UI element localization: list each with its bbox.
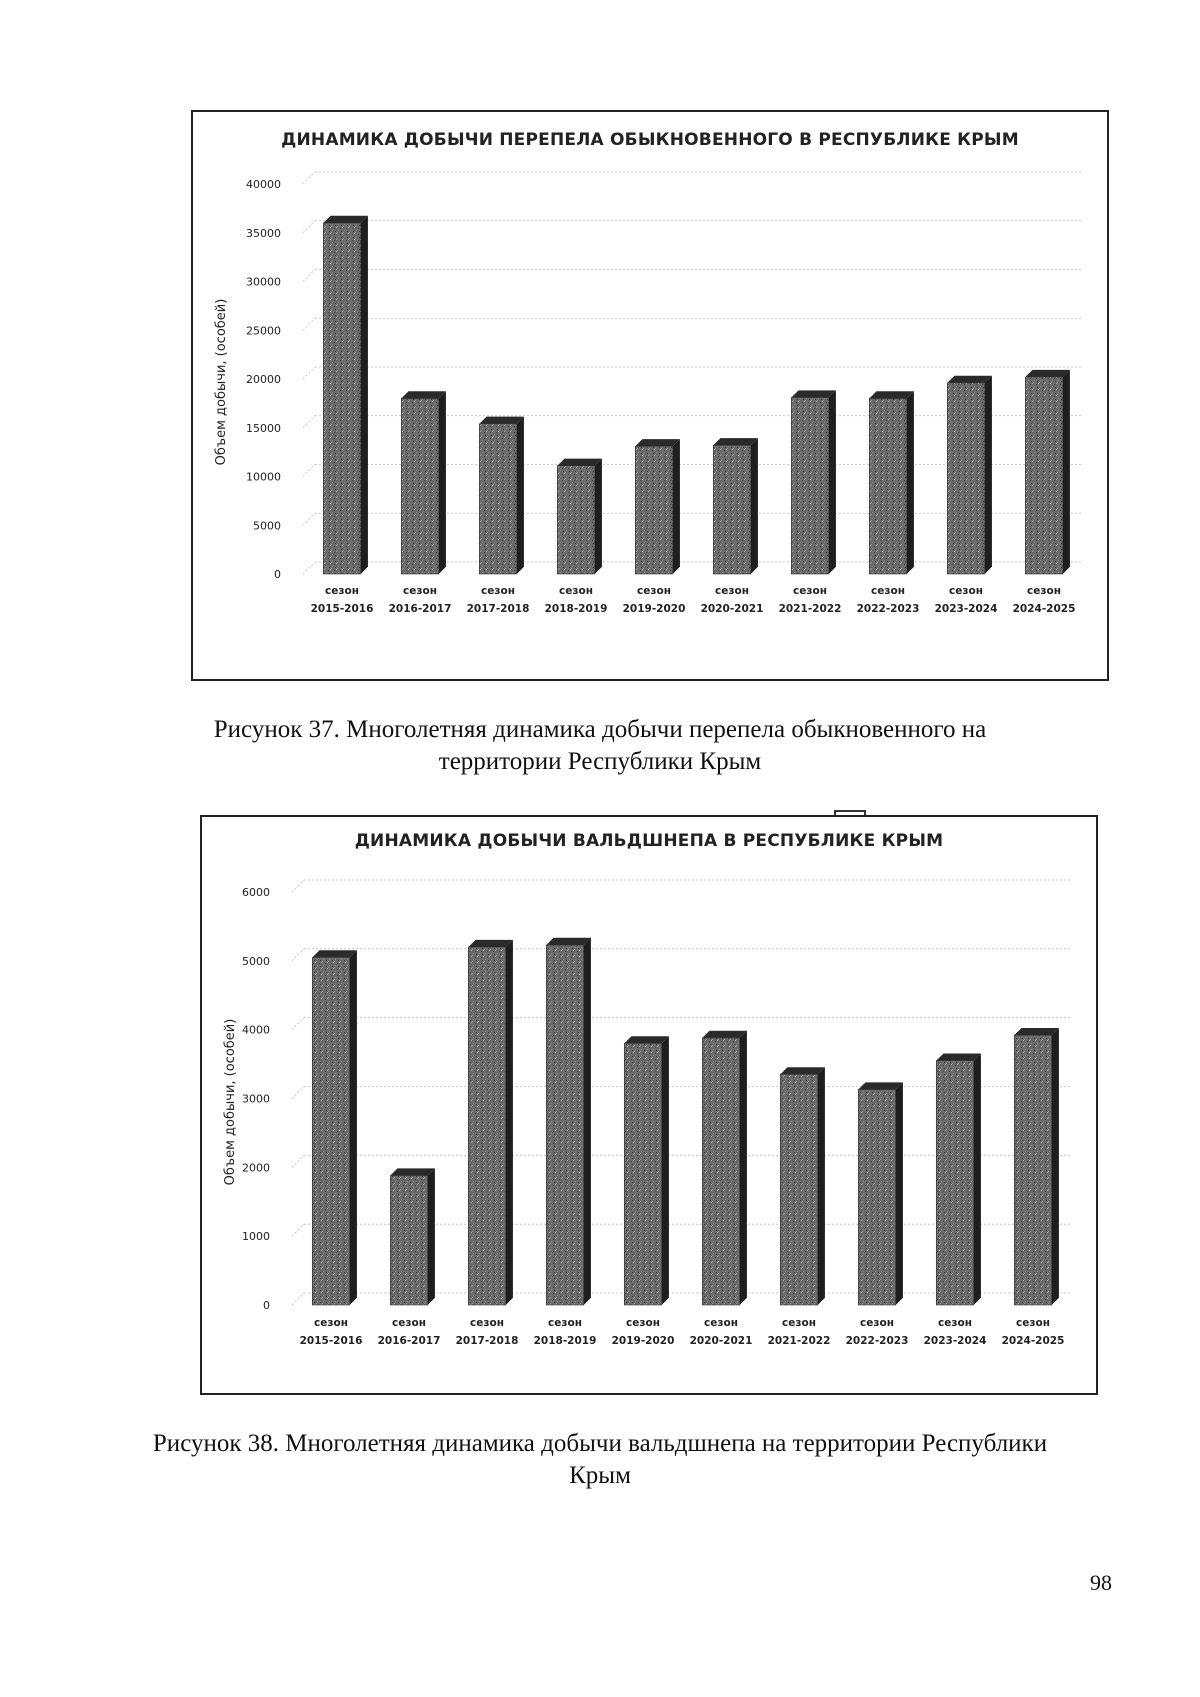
y-tick-label: 0: [274, 568, 281, 581]
chart-woodcock: [200, 815, 1098, 1395]
x-tick-label: сезон: [1027, 585, 1061, 597]
y-tick-label: 1000: [242, 1230, 270, 1244]
bar: [468, 940, 513, 1305]
x-tick-label: 2022-2023: [845, 1335, 909, 1347]
x-tick-label: 2024-2025: [1012, 603, 1076, 615]
x-tick-label: 2023-2024: [934, 603, 998, 615]
x-tick-label: сезон: [637, 585, 671, 597]
y-tick-label: 15000: [246, 421, 281, 435]
bar: [947, 376, 992, 574]
x-tick-label: 2021-2022: [767, 1335, 831, 1347]
y-tick-label: 0: [263, 1299, 270, 1312]
x-tick-label: сезон: [314, 1317, 348, 1329]
x-tick-label: 2024-2025: [1001, 1335, 1065, 1347]
bar: [479, 417, 524, 574]
bar: [635, 439, 680, 574]
x-tick-label: сезон: [392, 1317, 426, 1329]
x-tick-label: 2019-2020: [622, 603, 686, 615]
y-tick-label: 2000: [242, 1161, 270, 1175]
x-tick-label: 2018-2019: [544, 603, 608, 615]
x-tick-label: сезон: [949, 585, 983, 597]
figure-caption-38: Рисунок 38. Многолетняя динамика добычи вальдшнепа на территории Республики Крым: [152, 1430, 1048, 1489]
bar: [702, 1031, 747, 1305]
chart-title: ДИНАМИКА ДОБЫЧИ ВАЛЬДШНЕПА В РЕСПУБЛИКЕ КРЫМ: [354, 831, 944, 851]
chart-quail: [191, 110, 1109, 681]
x-tick-label: 2017-2018: [455, 1335, 519, 1347]
bar: [869, 391, 914, 574]
chart-quail-plot: [193, 112, 1107, 679]
chart-woodcock-plot: [202, 817, 1096, 1393]
x-tick-label: 2020-2021: [689, 1335, 753, 1347]
bar: [791, 390, 836, 574]
y-tick-label: 40000: [246, 178, 281, 191]
x-tick-label: 2022-2023: [856, 603, 920, 615]
y-tick-label: 25000: [246, 324, 281, 338]
bar: [390, 1168, 435, 1305]
x-tick-label: 2020-2021: [700, 603, 764, 615]
bar: [312, 950, 357, 1305]
bar: [323, 216, 368, 574]
chart-title: ДИНАМИКА ДОБЫЧИ ПЕРЕПЕЛА ОБЫКНОВЕННОГО В РЕСПУБЛИКЕ КРЫМ: [281, 130, 1019, 150]
page-number: 98: [1090, 1570, 1112, 1595]
y-tick-label: 35000: [246, 226, 281, 240]
x-tick-label: сезон: [860, 1317, 894, 1329]
x-tick-label: 2023-2024: [923, 1335, 987, 1347]
x-tick-label: сезон: [470, 1317, 504, 1329]
y-tick-label: 20000: [246, 373, 281, 386]
x-tick-label: сезон: [704, 1317, 738, 1329]
bar: [713, 438, 758, 574]
bar: [780, 1067, 825, 1305]
x-tick-label: 2021-2022: [778, 603, 842, 615]
figure-caption-37: Рисунок 37. Многолетняя динамика добычи перепела обыкновенного на территории Республики Крым: [213, 716, 987, 775]
bar: [557, 459, 602, 574]
bar: [936, 1053, 981, 1305]
bar: [546, 938, 591, 1305]
y-axis-label: Объем добычи, (особей): [214, 298, 229, 466]
y-tick-label: 5000: [253, 519, 281, 533]
y-tick-label: 10000: [246, 470, 281, 484]
bar: [624, 1036, 669, 1305]
y-tick-label: 3000: [242, 1092, 270, 1106]
x-tick-label: сезон: [626, 1317, 660, 1329]
x-tick-label: 2019-2020: [611, 1335, 675, 1347]
x-tick-label: сезон: [871, 585, 905, 597]
x-tick-label: 2016-2017: [377, 1335, 441, 1347]
x-tick-label: сезон: [782, 1317, 816, 1329]
x-tick-label: 2017-2018: [466, 603, 530, 615]
x-tick-label: 2016-2017: [388, 603, 452, 615]
x-tick-label: сезон: [403, 585, 437, 597]
x-tick-label: 2015-2016: [299, 1335, 363, 1347]
x-tick-label: сезон: [548, 1317, 582, 1329]
x-tick-label: сезон: [481, 585, 515, 597]
x-tick-label: 2015-2016: [310, 603, 374, 615]
bar: [858, 1082, 903, 1305]
x-tick-label: сезон: [715, 585, 749, 597]
y-tick-label: 30000: [246, 275, 281, 289]
bar: [1025, 370, 1070, 574]
x-tick-label: сезон: [938, 1317, 972, 1329]
x-tick-label: 2018-2019: [533, 1335, 597, 1347]
x-tick-label: сезон: [793, 585, 827, 597]
bar: [1014, 1028, 1059, 1305]
x-tick-label: сезон: [1016, 1317, 1050, 1329]
y-tick-label: 5000: [242, 954, 270, 968]
x-tick-label: сезон: [325, 585, 359, 597]
y-tick-label: 6000: [242, 886, 270, 899]
x-tick-label: сезон: [559, 585, 593, 597]
y-axis-label: Объем добычи, (особей): [223, 1018, 238, 1186]
bar: [401, 391, 446, 574]
y-tick-label: 4000: [242, 1023, 270, 1037]
